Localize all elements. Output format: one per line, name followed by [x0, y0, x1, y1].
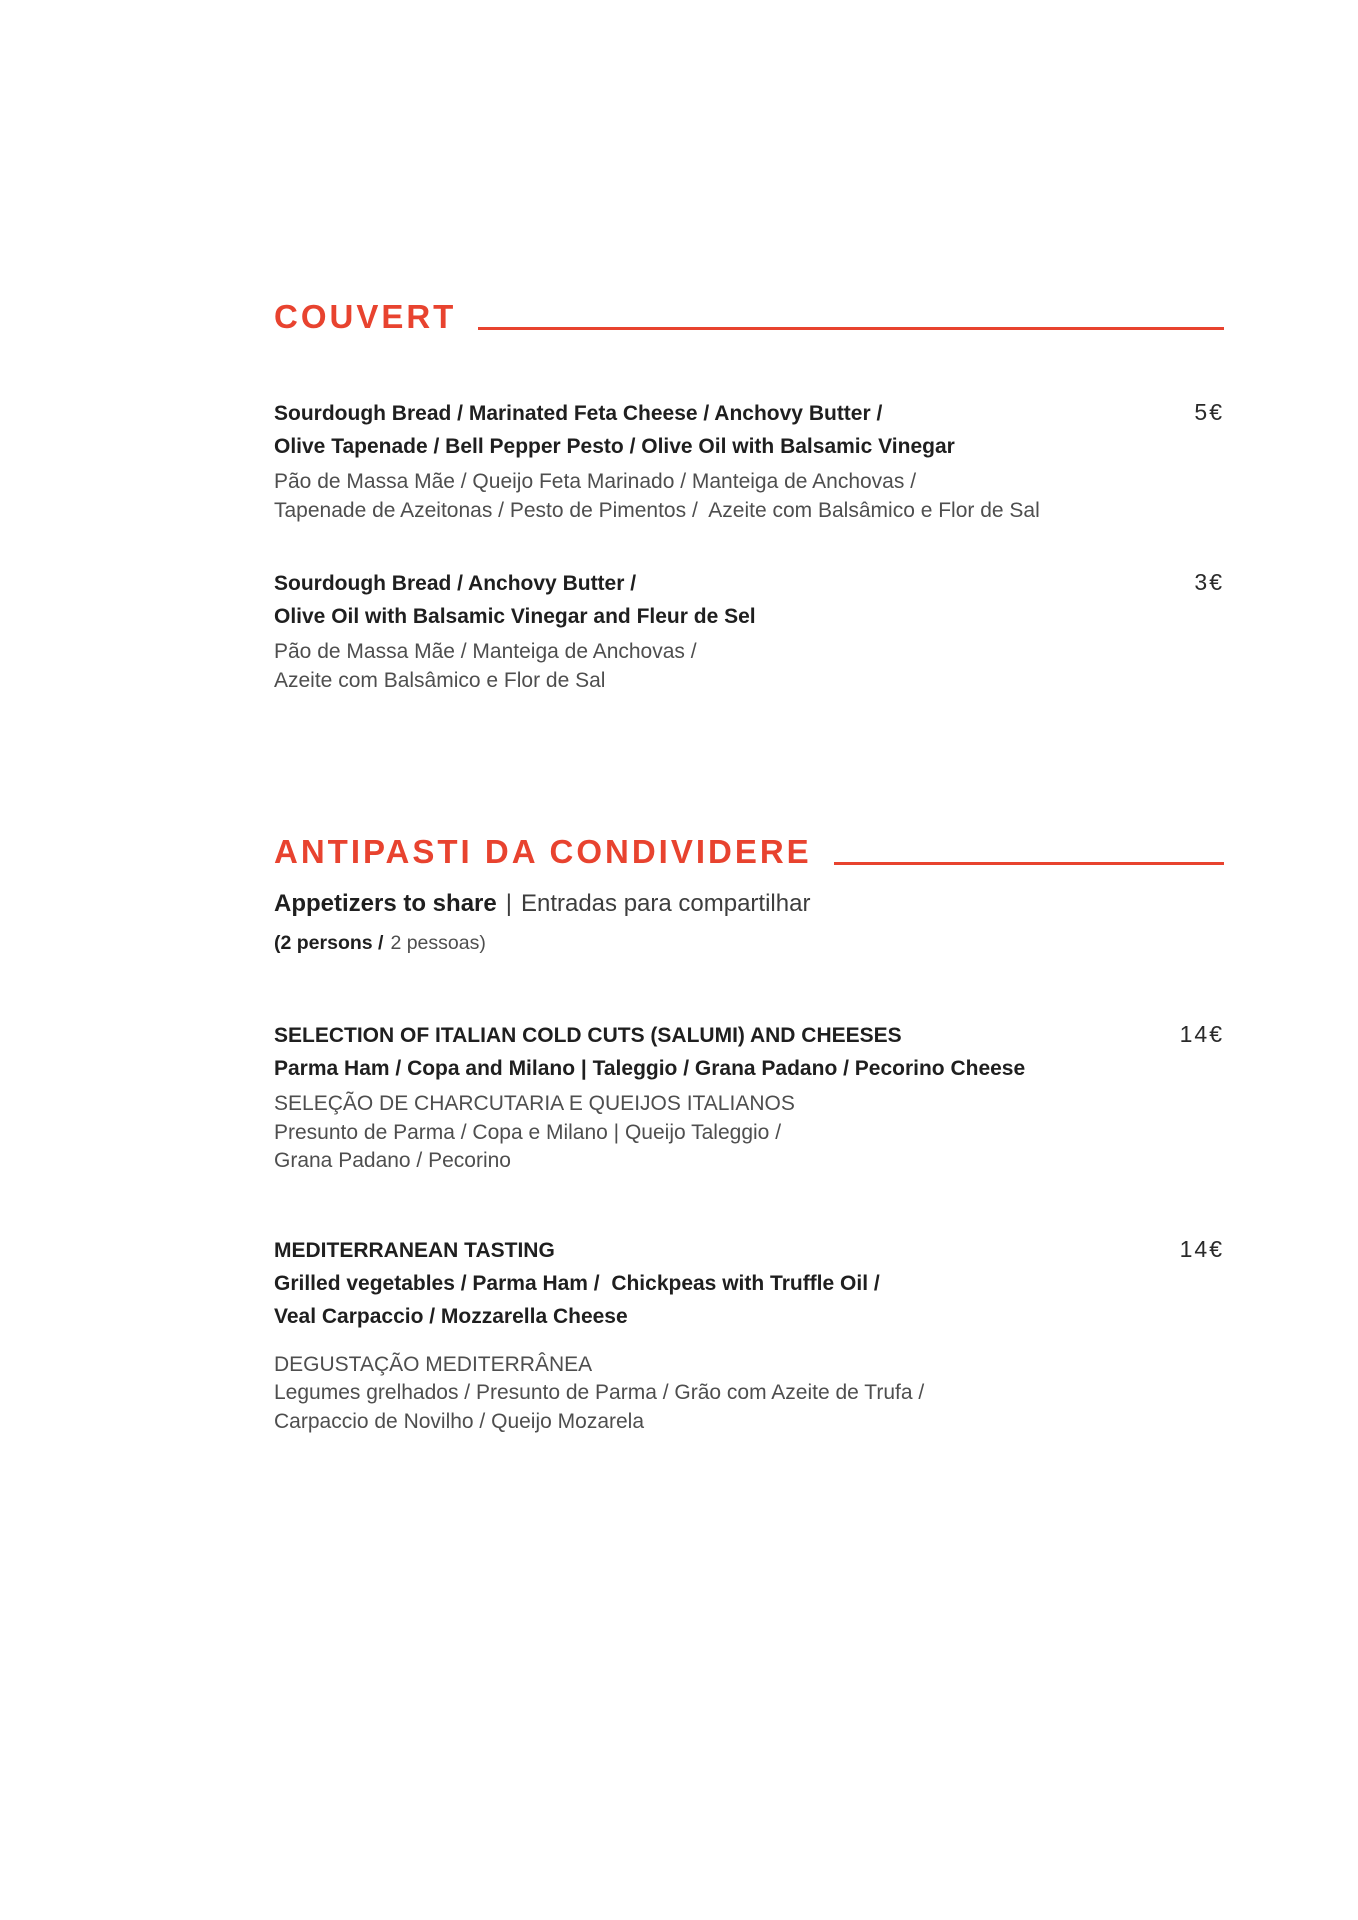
- section-rule: [478, 327, 1224, 330]
- section-antipasti: [274, 835, 1224, 1436]
- item-translation-line: SELEÇÃO DE CHARCUTARIA E QUEIJOS ITALIANOS: [274, 1092, 795, 1115]
- item-name: [274, 1019, 1025, 1085]
- item-translation: [274, 1351, 1224, 1437]
- item-name: [274, 567, 756, 633]
- subtitle-english: Appetizers to share: [274, 890, 497, 917]
- item-translation-line: Azeite com Balsâmico e Flor de Sal: [274, 668, 606, 692]
- item-translation-line: Grana Padano / Pecorino: [274, 1149, 511, 1172]
- item-translation-line: Pão de Massa Mãe / Manteiga de Anchovas /: [274, 640, 697, 663]
- antipasti-items: [274, 1019, 1224, 1436]
- item-price: 14€: [1179, 1021, 1224, 1047]
- item-name-line: Sourdough Bread / Marinated Feta Cheese / Anchovy Butter /: [274, 402, 883, 425]
- item-row: [274, 1234, 1224, 1333]
- section-couvert-header: [274, 300, 1224, 333]
- item-name-line: MEDITERRANEAN TASTING: [274, 1238, 555, 1262]
- item-translation: [274, 1090, 1224, 1176]
- item-price: 5€: [1194, 399, 1224, 425]
- item-row: [274, 1019, 1224, 1085]
- item-translation-line: Legumes grelhados / Presunto de Parma / Grão com Azeite de Trufa /: [274, 1381, 925, 1404]
- menu-item-mediterranean: [274, 1234, 1224, 1437]
- menu-item-couvert-2: [274, 567, 1224, 695]
- section-couvert: [274, 300, 1224, 695]
- item-translation-line: Carpaccio de Novilho / Queijo Mozarela: [274, 1409, 645, 1433]
- item-name-line: Olive Oil with Balsamic Vinegar and Fleur de Sel: [274, 605, 756, 628]
- item-row: [274, 567, 1224, 633]
- item-name-line: SELECTION OF ITALIAN COLD CUTS (SALUMI) AND CHEESES: [274, 1024, 902, 1047]
- item-name-line: Grilled vegetables / Parma Ham / Chickpeas with Truffle Oil /: [274, 1271, 880, 1295]
- item-name-line: Parma Ham / Copa and Milano | Taleggio / Grana Padano / Pecorino Cheese: [274, 1057, 1026, 1080]
- menu-item-salumi: [274, 1019, 1224, 1176]
- section-rule: [834, 862, 1224, 865]
- item-name: [274, 397, 955, 463]
- item-name: [274, 1234, 880, 1333]
- item-name-line: Veal Carpaccio / Mozzarella Cheese: [274, 1304, 628, 1328]
- item-translation: [274, 468, 1224, 525]
- item-name-line: Olive Tapenade / Bell Pepper Pesto / Olive Oil with Balsamic Vinegar: [274, 435, 955, 458]
- serves-portuguese: 2 pessoas): [390, 932, 486, 954]
- subtitle-separator: |: [505, 890, 512, 917]
- item-price: 14€: [1179, 1235, 1224, 1262]
- section-antipasti-header: [274, 835, 1224, 868]
- item-translation-line: DEGUSTAÇÃO MEDITERRÂNEA: [274, 1352, 593, 1376]
- item-translation: [274, 638, 1224, 695]
- section-title-couvert: COUVERT: [274, 298, 457, 335]
- item-translation-line: Presunto de Parma / Copa e Milano | Queijo Taleggio /: [274, 1120, 782, 1144]
- item-price: 3€: [1194, 569, 1224, 595]
- section-subtitle: [274, 890, 1224, 918]
- menu-item-couvert-1: [274, 397, 1224, 525]
- serves-english: (2 persons /: [274, 932, 384, 954]
- subtitle-portuguese: Entradas para compartilhar: [520, 890, 811, 917]
- item-name-line: Sourdough Bread / Anchovy Butter /: [274, 572, 637, 595]
- item-row: [274, 397, 1224, 463]
- item-translation-line: Tapenade de Azeitonas / Pesto de Pimentos / Azeite com Balsâmico e Flor de Sal: [274, 498, 1040, 522]
- serves-note: [274, 932, 1224, 955]
- section-title-antipasti: ANTIPASTI DA CONDIVIDERE: [274, 833, 812, 870]
- item-translation-line: Pão de Massa Mãe / Queijo Feta Marinado / Manteiga de Anchovas /: [274, 470, 917, 493]
- couvert-items: [274, 397, 1224, 695]
